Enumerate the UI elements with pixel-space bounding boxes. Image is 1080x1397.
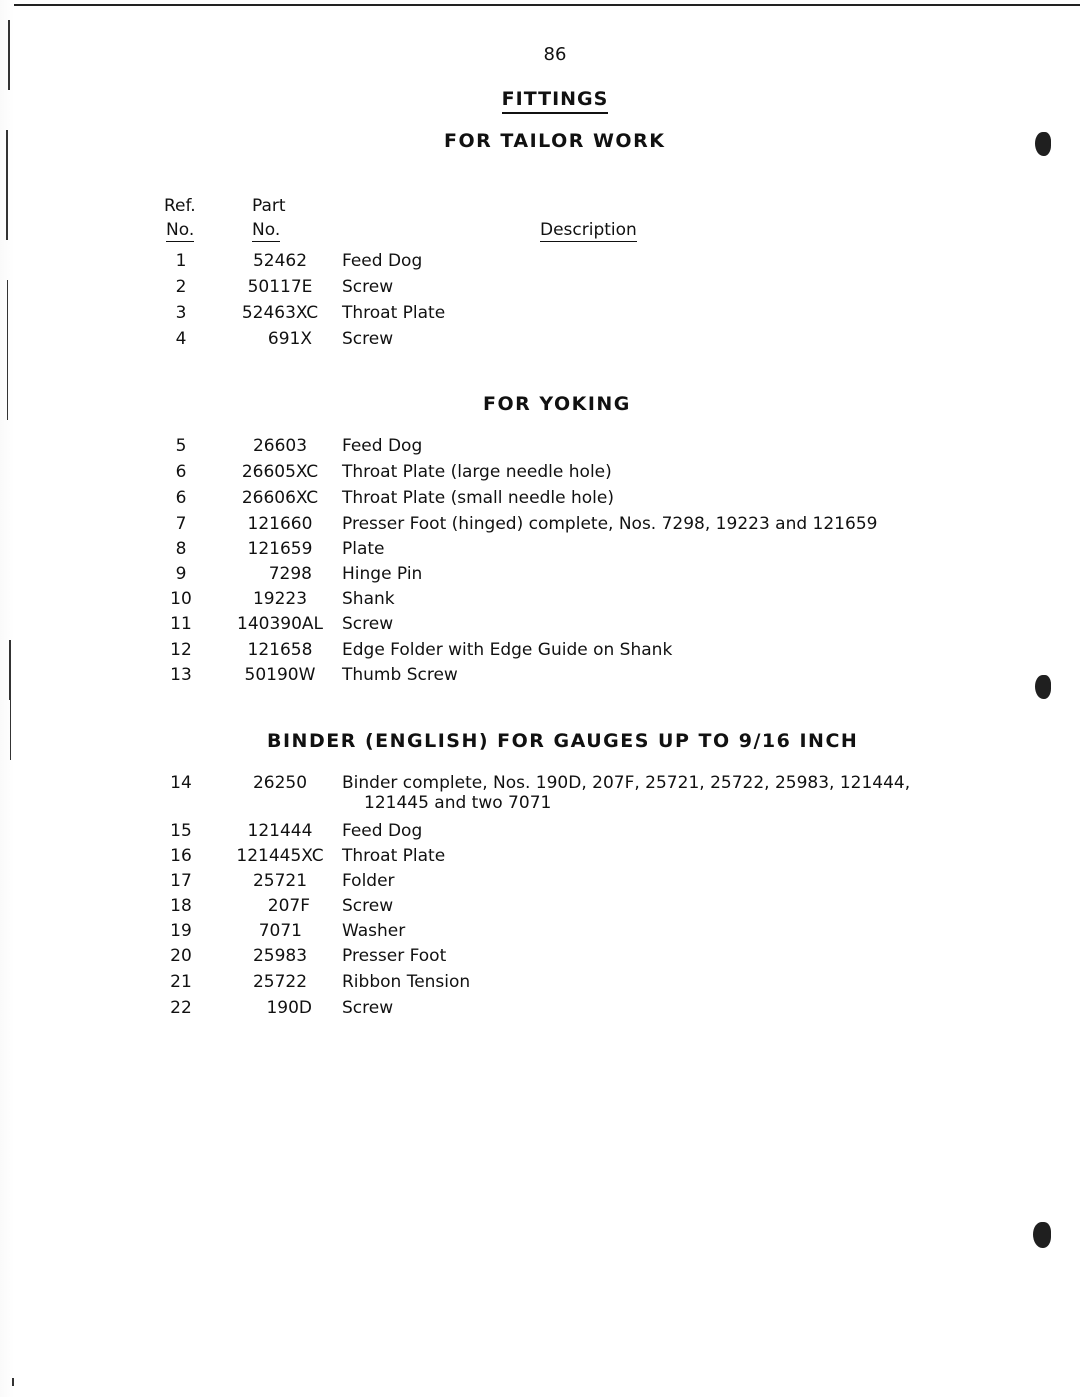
header-ref-top: Ref. <box>164 196 196 216</box>
part-no: 19223 <box>252 589 308 609</box>
part-no: 121445XC <box>236 846 324 866</box>
table-row <box>0 640 1080 664</box>
part-no: 691X <box>267 329 312 349</box>
description: Ribbon Tension <box>342 972 471 992</box>
part-no: 25722 <box>252 972 308 992</box>
table-row <box>0 946 1080 970</box>
top-border-line <box>0 4 1080 6</box>
ref-no: 2 <box>175 277 187 297</box>
part-no: 121659 <box>247 539 313 559</box>
table-row <box>0 488 1080 512</box>
ref-no: 22 <box>170 998 192 1018</box>
ref-no: 4 <box>175 329 187 349</box>
ref-no: 8 <box>175 539 187 559</box>
table-row <box>0 329 1080 353</box>
part-no: 207F <box>267 896 310 916</box>
section-heading-yoking: FOR YOKING <box>483 393 631 415</box>
part-no: 52463XC <box>241 303 319 323</box>
ref-no: 20 <box>170 946 192 966</box>
part-no: 26603 <box>252 436 308 456</box>
table-row <box>0 277 1080 301</box>
table-row <box>0 998 1080 1022</box>
description: Hinge Pin <box>342 564 423 584</box>
scan-edge-mark <box>10 700 11 760</box>
table-row <box>0 251 1080 275</box>
description: Presser Foot (hinged) complete, Nos. 7298, 19223 and 121659 <box>342 514 878 534</box>
description: Screw <box>342 614 394 634</box>
description: Feed Dog <box>342 821 423 841</box>
header-description-text: Description <box>540 220 637 240</box>
ref-no: 15 <box>170 821 192 841</box>
ref-no: 9 <box>175 564 187 584</box>
ref-no: 1 <box>175 251 187 271</box>
ref-no: 3 <box>175 303 187 323</box>
part-no: 121658 <box>247 640 313 660</box>
ref-no: 10 <box>170 589 192 609</box>
part-no: 26606XC <box>241 488 319 508</box>
ref-no: 5 <box>175 436 187 456</box>
description: Washer <box>342 921 406 941</box>
description-line: Binder complete, Nos. 190D, 207F, 25721, 25722, 25983, 121444, <box>342 773 911 793</box>
part-no: 121444 <box>247 821 313 841</box>
table-row <box>0 462 1080 486</box>
ref-no: 7 <box>175 514 187 534</box>
part-no: 50190W <box>244 665 316 685</box>
description: Shank <box>342 589 395 609</box>
table-row <box>0 539 1080 563</box>
part-no: 25983 <box>252 946 308 966</box>
table-row <box>0 896 1080 920</box>
header-ref-bottom <box>166 220 194 240</box>
description: Edge Folder with Edge Guide on Shank <box>342 640 673 660</box>
ref-no: 13 <box>170 665 192 685</box>
table-row <box>0 436 1080 460</box>
table-row <box>0 564 1080 588</box>
ref-no: 17 <box>170 871 192 891</box>
description <box>342 773 912 813</box>
ref-no: 6 <box>175 488 187 508</box>
part-no: 7298 <box>268 564 312 584</box>
description: Throat Plate (large needle hole) <box>342 462 612 482</box>
description: Throat Plate (small needle hole) <box>342 488 614 508</box>
section-heading-binder: BINDER (ENGLISH) FOR GAUGES UP TO 9/16 INCH <box>267 730 859 752</box>
description: Presser Foot <box>342 946 447 966</box>
part-no: 7071 <box>258 921 302 941</box>
header-part-bottom-text: No. <box>252 220 281 240</box>
table-row <box>0 303 1080 327</box>
table-row <box>0 773 1080 821</box>
part-no: 52462 <box>252 251 308 271</box>
description: Thumb Screw <box>342 665 458 685</box>
description: Screw <box>342 277 394 297</box>
table-row <box>0 972 1080 996</box>
description-continuation: 121445 and two 7071 <box>364 793 552 813</box>
page-title <box>460 88 650 110</box>
section-heading-tailor-work: FOR TAILOR WORK <box>444 130 666 152</box>
part-no: 140390AL <box>237 614 323 634</box>
table-row <box>0 589 1080 613</box>
description: Throat Plate <box>342 846 446 866</box>
description: Throat Plate <box>342 303 446 323</box>
scan-edge-mark <box>6 130 8 240</box>
part-no: 26250 <box>252 773 308 793</box>
page-title-text: FITTINGS <box>502 88 609 114</box>
scan-edge-mark <box>8 20 10 90</box>
description: Screw <box>342 329 394 349</box>
header-part-bottom <box>252 220 280 240</box>
ref-no: 6 <box>175 462 187 482</box>
table-row <box>0 614 1080 638</box>
header-part-top: Part <box>252 196 286 216</box>
scan-edge-mark <box>12 1378 14 1386</box>
part-no: 190D <box>266 998 312 1018</box>
part-no: 25721 <box>252 871 308 891</box>
part-no: 50117E <box>247 277 313 297</box>
table-row <box>0 846 1080 870</box>
description: Folder <box>342 871 395 891</box>
description: Feed Dog <box>342 436 423 456</box>
punch-hole-mark <box>1035 132 1051 156</box>
description: Plate <box>342 539 385 559</box>
ref-no: 12 <box>170 640 192 660</box>
ref-no: 18 <box>170 896 192 916</box>
table-row <box>0 665 1080 689</box>
description: Screw <box>342 896 394 916</box>
ref-no: 16 <box>170 846 192 866</box>
header-description <box>540 220 637 240</box>
part-no: 121660 <box>247 514 313 534</box>
ref-no: 11 <box>170 614 192 634</box>
part-no: 26605XC <box>241 462 319 482</box>
ref-no: 19 <box>170 921 192 941</box>
table-row <box>0 871 1080 895</box>
description: Feed Dog <box>342 251 423 271</box>
page-number: 86 <box>543 44 567 65</box>
table-row <box>0 821 1080 845</box>
header-ref-bottom-text: No. <box>166 220 195 240</box>
ref-no: 21 <box>170 972 192 992</box>
table-row <box>0 514 1080 538</box>
table-row <box>0 921 1080 945</box>
ref-no: 14 <box>170 773 192 793</box>
punch-hole-mark <box>1033 1222 1051 1248</box>
description: Screw <box>342 998 394 1018</box>
